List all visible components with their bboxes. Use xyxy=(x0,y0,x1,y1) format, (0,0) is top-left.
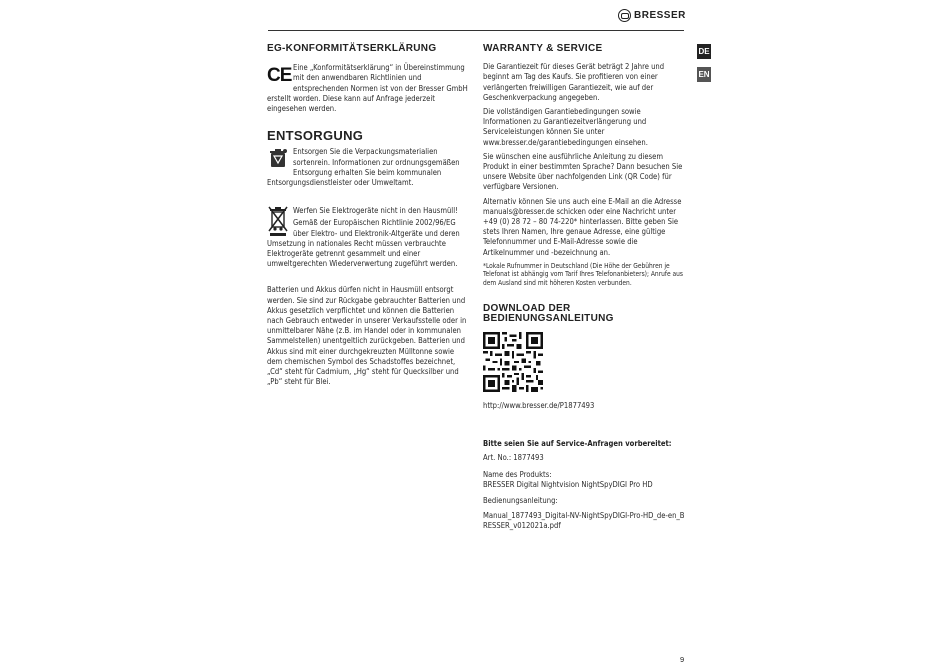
product-name-label: Name des Produkts: xyxy=(483,469,552,479)
left-column xyxy=(267,44,470,387)
conformity-heading: EG-KONFORMITÄTSERKLÄRUNG xyxy=(267,43,437,54)
manual-filename: Manual_1877493_Digital-NV-NightSpyDIGI-Pro-HD_de-en_BRESSER_v012021a.pdf xyxy=(483,511,685,531)
packaging-section xyxy=(267,147,470,188)
recycle-bin-icon xyxy=(267,147,289,169)
lang-tab-de[interactable]: DE xyxy=(697,44,711,59)
download-heading: DOWNLOAD DER BEDIENUNGSANLEITUNG xyxy=(483,302,614,324)
right-column xyxy=(483,44,688,532)
product-name: BRESSER Digital Nightvision NightSpyDIGI Pro HD xyxy=(483,479,653,489)
disposal-heading: ENTSORGUNG xyxy=(267,128,364,144)
crossed-out-bin-icon xyxy=(267,206,289,238)
conformity-text: Eine „Konformitätserklärung“ in Übereinstimmung mit den anwendbaren Richtlinien und entsprechenden Normen ist von der Bresser GmbH erstellt worden. Diese kann auf Anfrage jederzeit eingesehen werden. xyxy=(267,63,468,114)
download-url[interactable]: http://www.bresser.de/P1877493 xyxy=(483,401,595,411)
service-heading: Bitte seien Sie auf Service-Anfragen vorbereitet: xyxy=(483,439,672,449)
lang-tab-en[interactable]: EN xyxy=(697,67,711,82)
directive-text: Gemäß der Europäischen Richtlinie 2002/96/EG über Elektro- und Elektronik-Altgeräte und deren Umsetzung in nationales Recht müssen verbrauchte Elektrogeräte getrennt gesammelt und einer umweltgerechten Wiederverwertung zugeführt werden. xyxy=(267,218,460,269)
battery-text: Batterien und Akkus dürfen nicht in Hausmüll entsorgt werden. Sie sind zur Rückgabe gebrauchter Batterien und Akkus gesetzlich verpflichtet und können die Batterien nach Gebrauch entweder in unserer Verkaufsstelle oder in unmittelbarer Nähe (z.B. im Handel oder in kommunalen Sammelstellen) unentgeltlich zurückgeben. Batterien und Akkus sind mit einer durchgekreuzten Mülltonne sowie dem chemischen Symbol des Schadstoffes bezeichnet, „Cd“ steht für Cadmium, „Hg“ steht für Quecksilber und „Pb“ steht für Blei. xyxy=(267,285,467,387)
household-text: Werfen Sie Elektrogeräte nicht in den Hausmüll! xyxy=(293,206,458,216)
bresser-logo-icon xyxy=(618,9,631,22)
ce-mark-icon: CE xyxy=(267,65,292,87)
manual-label: Bedienungsanleitung: xyxy=(483,496,558,506)
warranty-footnote: *Lokale Rufnummer in Deutschland (Die Höhe der Gebühren je Telefonat ist abhängig vom Tarif Ihres Telefonanbieters); Anrufe aus dem Ausland sind mit höheren Kosten verbunden. xyxy=(483,261,683,288)
warranty-paragraph-1: Die Garantiezeit für dieses Gerät beträgt 2 Jahre und beginnt am Tag des Kaufs. Sie profitieren von einer verlängerten freiwilligen Garantiezeit, wie auf der Geschenkverpackung angegeben. xyxy=(483,62,665,102)
brand-name: BRESSER xyxy=(634,10,686,21)
qr-code-icon[interactable] xyxy=(483,332,543,392)
header-divider xyxy=(268,30,684,31)
packaging-text: Entsorgen Sie die Verpackungsmaterialien sortenrein. Informationen zur ordnungsgemäßen Entsorgung erhalten Sie beim kommunalen Entsorgungsdienstleister oder Umweltamt. xyxy=(267,147,460,188)
warranty-paragraph-3: Sie wünschen eine ausführliche Anleitung zu diesem Produkt in einer bestimmten Sprache? Dann besuchen Sie unsere Website über nachfolgenden Link (QR Code) für verfügbare Versionen. xyxy=(483,151,683,192)
warranty-heading: WARRANTY & SERVICE xyxy=(483,43,603,54)
warranty-paragraph-2: Die vollständigen Garantiebedingungen sowie Informationen zu Garantiezeitverlängerung und Serviceleistungen können Sie unter www.bresser.de/garantiebedingungen einsehen. xyxy=(483,107,648,147)
weee-section xyxy=(267,206,470,269)
conformity-section xyxy=(267,63,470,114)
page-number: 9 xyxy=(680,655,685,664)
article-number: Art. No.: 1877493 xyxy=(483,453,544,463)
brand-logo xyxy=(618,9,686,22)
warranty-paragraph-4: Alternativ können Sie uns auch eine E-Mail an die Adresse manuals@bresser.de schicken oder eine Nachricht unter +49 (0) 28 72 – 80 74-220* hinterlassen. Bitte geben Sie stets Ihren Namen, Ihre genaue Adresse, eine gültige Telefonnummer und E-Mail-Adresse sowie die Artikelnummer und -bezeichnung an. xyxy=(483,196,682,257)
